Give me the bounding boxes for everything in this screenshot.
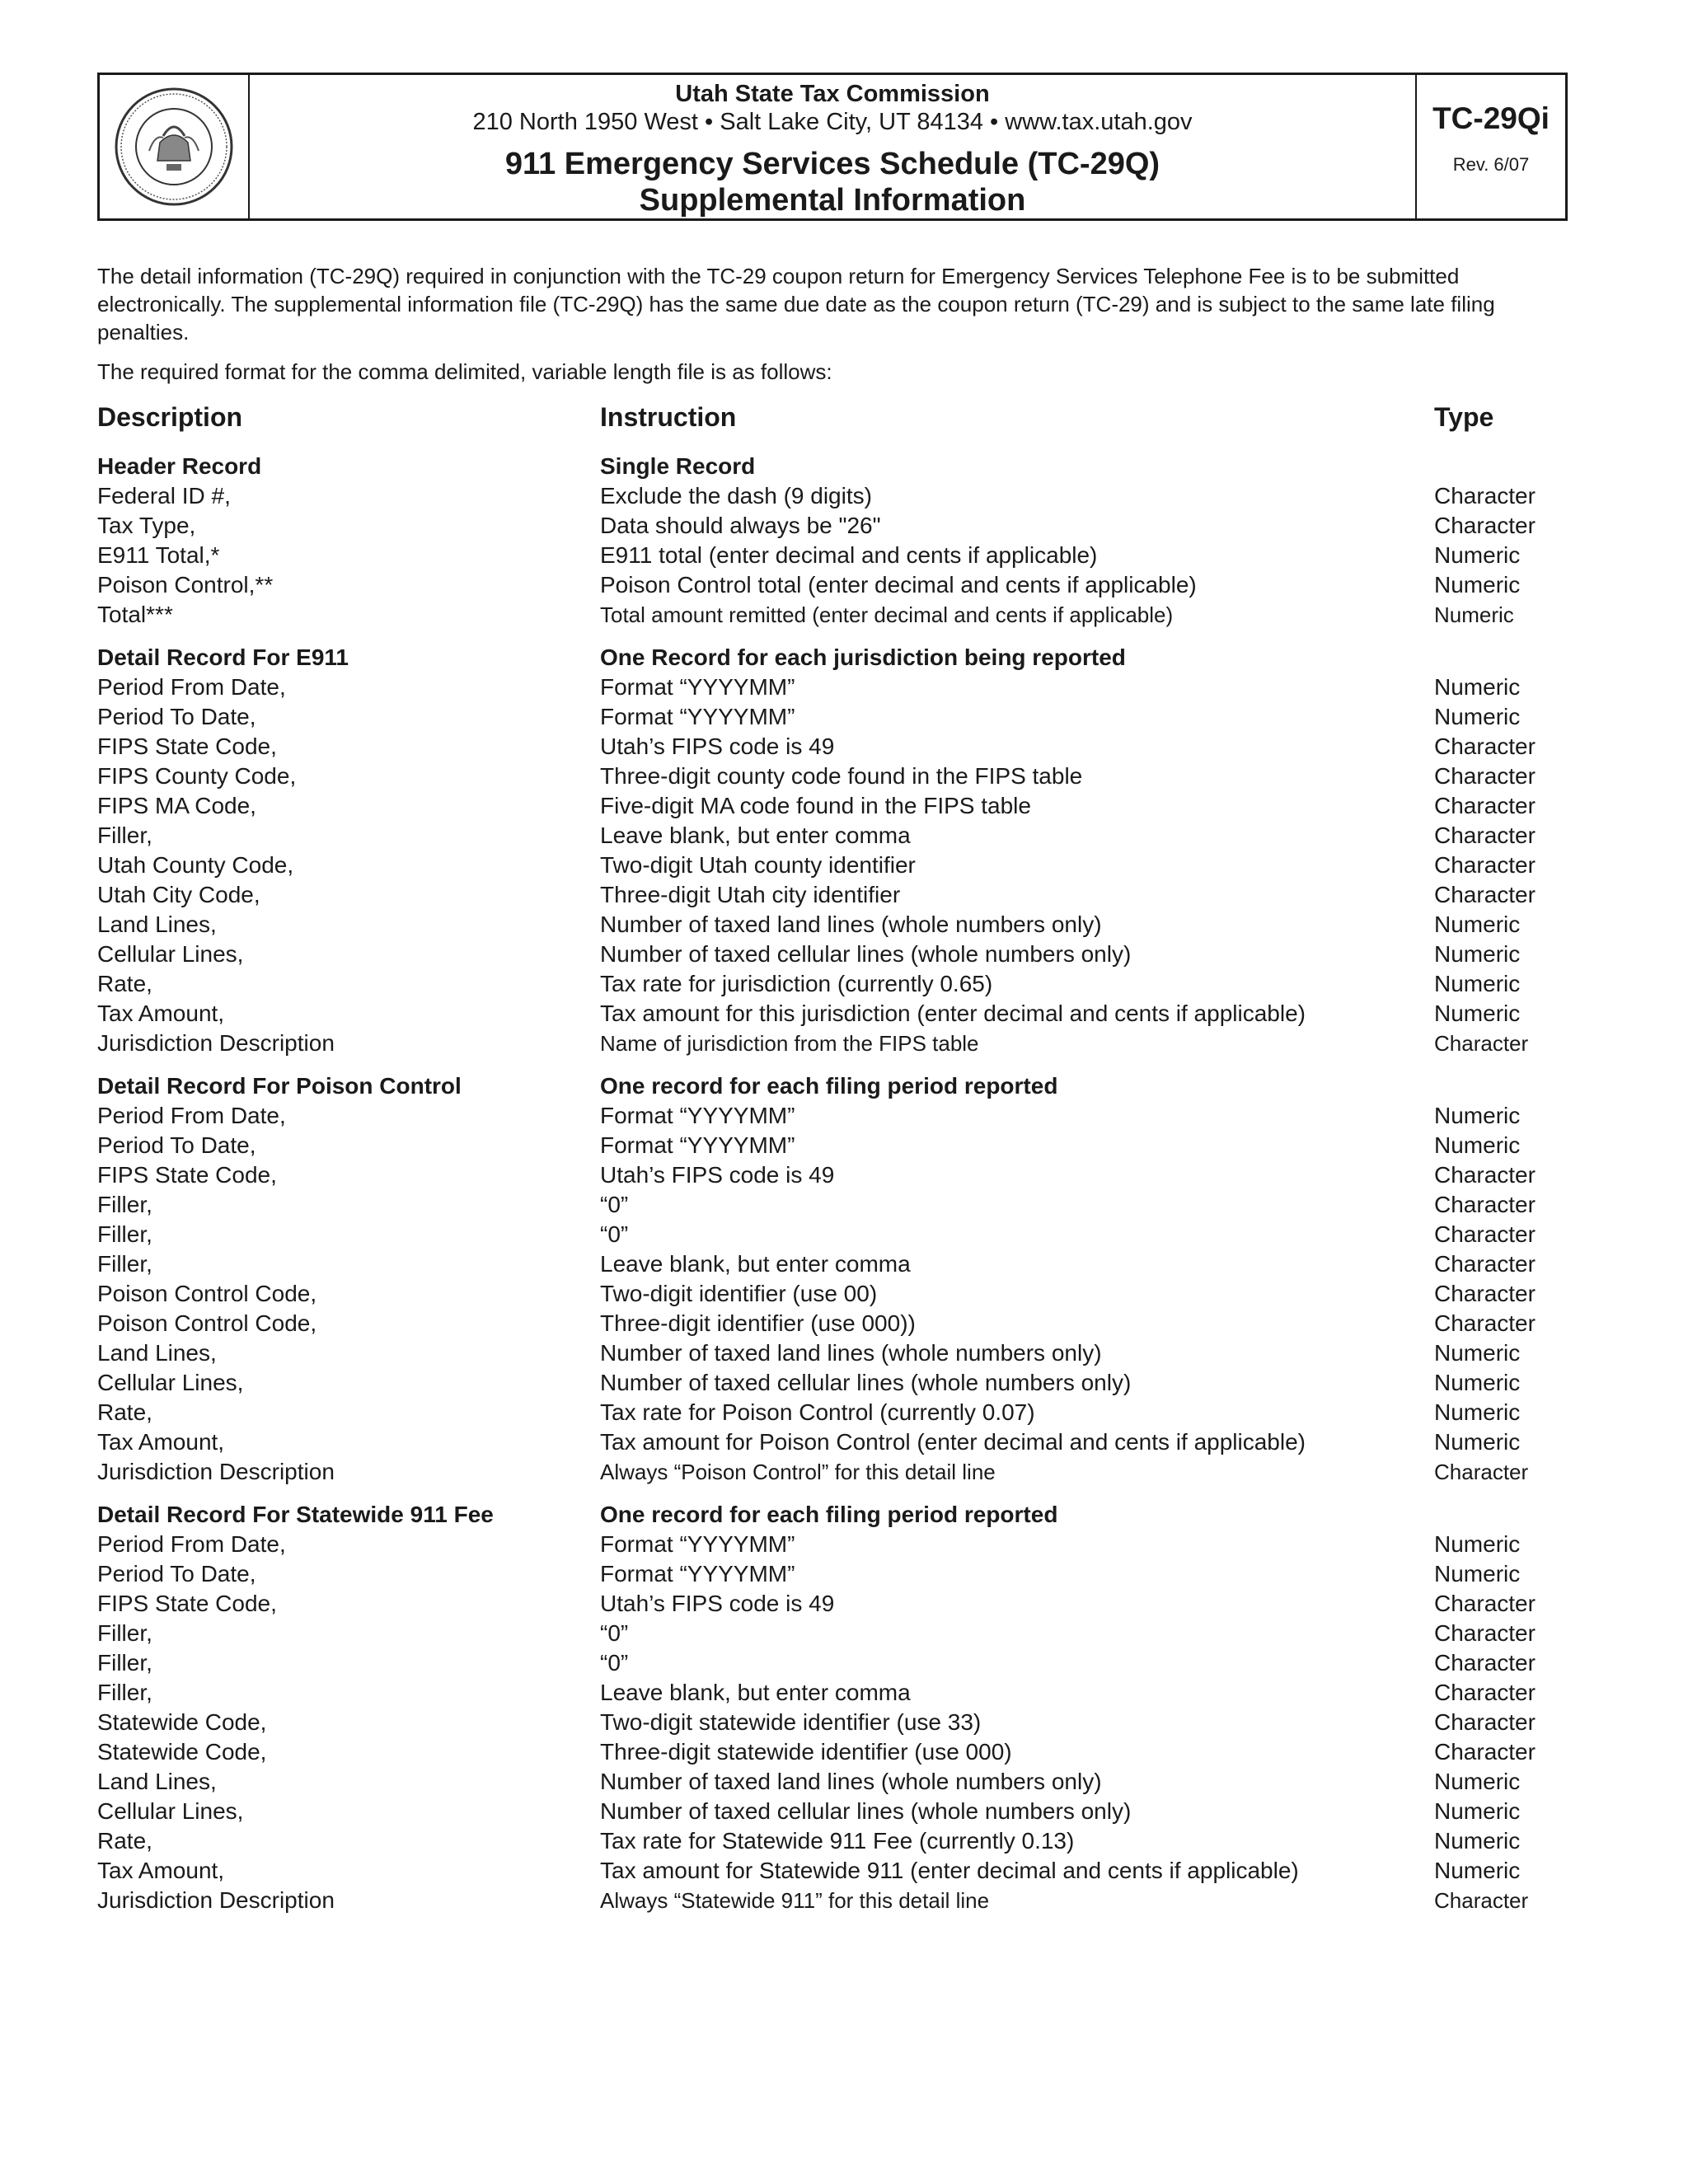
field-description: Tax Type, (97, 513, 196, 538)
field-row (97, 1249, 1573, 1279)
form-revision: Rev. 6/07 (1452, 154, 1530, 175)
field-type: Character (1434, 793, 1536, 818)
field-description: Tax Amount, (97, 1429, 225, 1455)
field-description: Period To Date, (97, 704, 256, 729)
record-sections (97, 452, 1573, 1929)
field-row (97, 880, 1573, 910)
field-row (97, 1767, 1573, 1797)
field-instruction: Format “YYYYMM” (600, 1531, 795, 1557)
seal-cell (100, 75, 250, 218)
field-row (97, 1309, 1573, 1338)
field-instruction: Three-digit Utah city identifier (600, 882, 901, 907)
section-title: Detail Record For Statewide 911 Fee (97, 1502, 494, 1527)
field-description: Filler, (97, 1192, 152, 1217)
field-instruction: Number of taxed land lines (whole numbers only) (600, 912, 1102, 937)
intro-paragraph-2: The required format for the comma delimited, variable length file is as follows: (97, 359, 832, 384)
field-row (97, 791, 1573, 821)
field-description: Jurisdiction Description (97, 1030, 335, 1056)
field-type: Numeric (1434, 1561, 1521, 1586)
field-row (97, 821, 1573, 851)
field-instruction: Two-digit Utah county identifier (600, 852, 916, 878)
field-description: FIPS State Code, (97, 1162, 277, 1188)
field-instruction: Leave blank, but enter comma (600, 1251, 911, 1277)
field-instruction: Format “YYYYMM” (600, 674, 795, 700)
field-row (97, 1589, 1573, 1619)
field-type: Numeric (1434, 1769, 1521, 1794)
field-instruction: Format “YYYYMM” (600, 1103, 795, 1128)
field-instruction: Tax amount for Statewide 911 (enter decimal and cents if applicable) (600, 1858, 1299, 1883)
field-type: Character (1434, 513, 1536, 538)
field-type: Character (1434, 1888, 1529, 1913)
field-instruction: Always “Poison Control” for this detail line (600, 1460, 996, 1484)
field-description: Jurisdiction Description (97, 1887, 335, 1913)
section-heading (97, 643, 1573, 673)
field-instruction: “0” (600, 1221, 629, 1247)
field-description: Poison Control Code, (97, 1281, 317, 1306)
field-type: Character (1434, 763, 1536, 789)
agency-name: Utah State Tax Commission (675, 81, 990, 107)
column-header-instruction: Instruction (600, 402, 737, 432)
field-instruction: Leave blank, but enter comma (600, 1680, 911, 1705)
field-row (97, 940, 1573, 969)
field-instruction: Data should always be "26" (600, 513, 881, 538)
field-description: Period To Date, (97, 1561, 256, 1586)
section-heading (97, 452, 1573, 481)
field-type: Numeric (1434, 572, 1521, 598)
field-description: Land Lines, (97, 912, 217, 937)
record-section (97, 452, 1573, 630)
field-instruction: Two-digit identifier (use 00) (600, 1281, 878, 1306)
field-description: Land Lines, (97, 1340, 217, 1366)
field-type: Numeric (1434, 1103, 1521, 1128)
field-description: Tax Amount, (97, 1001, 225, 1026)
field-description: Filler, (97, 1251, 152, 1277)
field-type: Numeric (1434, 704, 1521, 729)
field-type: Numeric (1434, 602, 1514, 627)
form-id-cell (1415, 75, 1565, 218)
field-type: Character (1434, 1281, 1536, 1306)
field-instruction: Utah’s FIPS code is 49 (600, 733, 835, 759)
field-description: Poison Control,** (97, 572, 274, 598)
field-type: Numeric (1434, 1001, 1521, 1026)
field-description: E911 Total,* (97, 542, 220, 568)
field-type: Character (1434, 733, 1536, 759)
field-instruction: Format “YYYYMM” (600, 704, 795, 729)
field-row (97, 1559, 1573, 1589)
field-instruction: Number of taxed cellular lines (whole numbers only) (600, 1798, 1132, 1824)
field-description: Cellular Lines, (97, 941, 244, 967)
form-title: 911 Emergency Services Schedule (TC-29Q) (504, 147, 1160, 181)
field-row (97, 910, 1573, 940)
field-description: Filler, (97, 1680, 152, 1705)
form-subtitle: Supplemental Information (639, 183, 1026, 218)
form-header (97, 73, 1568, 221)
field-type: Numeric (1434, 1132, 1521, 1158)
field-row (97, 1619, 1573, 1648)
field-instruction: Tax amount for Poison Control (enter decimal and cents if applicable) (600, 1429, 1306, 1455)
field-instruction: Three-digit county code found in the FIPS table (600, 763, 1083, 789)
field-row (97, 1131, 1573, 1160)
intro-text (97, 262, 1573, 397)
section-heading (97, 1500, 1573, 1530)
field-type: Numeric (1434, 1828, 1521, 1854)
field-instruction: Leave blank, but enter comma (600, 823, 911, 848)
field-type: Numeric (1434, 1340, 1521, 1366)
field-type: Numeric (1434, 1798, 1521, 1824)
field-description: FIPS MA Code, (97, 793, 256, 818)
field-type: Character (1434, 1650, 1536, 1675)
field-instruction: Number of taxed land lines (whole numbers only) (600, 1340, 1102, 1366)
field-row (97, 1826, 1573, 1856)
field-type: Numeric (1434, 1429, 1521, 1455)
field-instruction: Format “YYYYMM” (600, 1132, 795, 1158)
field-row (97, 969, 1573, 999)
field-type: Numeric (1434, 542, 1521, 568)
field-type: Numeric (1434, 912, 1521, 937)
field-description: Rate, (97, 971, 152, 996)
field-description: Jurisdiction Description (97, 1459, 335, 1484)
field-type: Character (1434, 882, 1536, 907)
field-row (97, 600, 1573, 630)
field-description: Statewide Code, (97, 1739, 267, 1765)
field-instruction: Two-digit statewide identifier (use 33) (600, 1709, 982, 1735)
field-type: Character (1434, 1620, 1536, 1646)
column-header-type: Type (1434, 402, 1494, 432)
field-type: Numeric (1434, 1531, 1521, 1557)
field-type: Character (1434, 1680, 1536, 1705)
field-instruction: Three-digit statewide identifier (use 000) (600, 1739, 1012, 1765)
field-row (97, 1737, 1573, 1767)
section-title: Detail Record For E911 (97, 644, 349, 670)
field-type: Character (1434, 1031, 1529, 1056)
field-type: Numeric (1434, 1399, 1521, 1425)
field-instruction: Number of taxed cellular lines (whole numbers only) (600, 1370, 1132, 1395)
record-section (97, 643, 1573, 1058)
field-description: Land Lines, (97, 1769, 217, 1794)
column-header-description: Description (97, 402, 243, 432)
field-type: Character (1434, 852, 1536, 878)
field-row (97, 570, 1573, 600)
field-description: FIPS State Code, (97, 733, 277, 759)
field-description: Filler, (97, 823, 152, 848)
field-row (97, 673, 1573, 702)
field-row (97, 1427, 1573, 1457)
field-type: Character (1434, 1251, 1536, 1277)
field-row (97, 702, 1573, 732)
section-instruction: One Record for each jurisdiction being reported (600, 644, 1126, 670)
field-row (97, 1101, 1573, 1131)
field-type: Character (1434, 1739, 1536, 1765)
field-description: FIPS State Code, (97, 1591, 277, 1616)
field-description: Utah City Code, (97, 882, 260, 907)
field-row (97, 1338, 1573, 1368)
field-row (97, 1160, 1573, 1190)
field-description: Period From Date, (97, 1531, 286, 1557)
record-section (97, 1500, 1573, 1915)
field-instruction: Tax rate for Poison Control (currently 0.07) (600, 1399, 1035, 1425)
field-type: Numeric (1434, 674, 1521, 700)
field-instruction: Number of taxed land lines (whole numbers only) (600, 1769, 1102, 1794)
field-row (97, 762, 1573, 791)
field-instruction: Five-digit MA code found in the FIPS table (600, 793, 1031, 818)
field-description: Filler, (97, 1650, 152, 1675)
section-instruction: One record for each filing period reported (600, 1502, 1058, 1527)
field-description: Filler, (97, 1620, 152, 1646)
field-type: Character (1434, 1221, 1536, 1247)
section-title: Header Record (97, 453, 262, 479)
field-row (97, 1029, 1573, 1058)
field-instruction: Tax rate for Statewide 911 Fee (currently 0.13) (600, 1828, 1075, 1854)
field-instruction: Utah’s FIPS code is 49 (600, 1162, 835, 1188)
field-type: Character (1434, 823, 1536, 848)
field-description: Total*** (97, 602, 173, 627)
field-description: Rate, (97, 1399, 152, 1425)
field-description: Utah County Code, (97, 852, 294, 878)
field-instruction: Name of jurisdiction from the FIPS table (600, 1031, 979, 1056)
field-description: Period From Date, (97, 674, 286, 700)
field-type: Character (1434, 1310, 1536, 1336)
field-description: Federal ID #, (97, 483, 231, 509)
field-instruction: Three-digit identifier (use 000)) (600, 1310, 916, 1336)
intro-paragraph-1: The detail information (TC-29Q) required in conjunction with the TC-29 coupon return for Emergency Services Telephone Fee is to be submitted electronically. The supplemental information file (TC-29Q) has the same due date as the coupon return (TC-29) and is subject to the same late filing penalties. (97, 264, 1495, 344)
section-title: Detail Record For Poison Control (97, 1073, 462, 1099)
field-type: Character (1434, 483, 1536, 509)
field-row (97, 1368, 1573, 1398)
field-type: Character (1434, 1460, 1529, 1484)
section-instruction: Single Record (600, 453, 756, 479)
field-description: Poison Control Code, (97, 1310, 317, 1336)
field-description: Statewide Code, (97, 1709, 267, 1735)
field-type: Character (1434, 1192, 1536, 1217)
field-row (97, 1530, 1573, 1559)
field-row (97, 732, 1573, 762)
field-row (97, 1398, 1573, 1427)
field-row (97, 1457, 1573, 1487)
field-instruction: “0” (600, 1620, 629, 1646)
field-instruction: Poison Control total (enter decimal and cents if applicable) (600, 572, 1197, 598)
field-description: Period To Date, (97, 1132, 256, 1158)
field-instruction: Format “YYYYMM” (600, 1561, 795, 1586)
field-type: Character (1434, 1591, 1536, 1616)
field-row (97, 1856, 1573, 1886)
field-type: Numeric (1434, 1858, 1521, 1883)
field-description: Period From Date, (97, 1103, 286, 1128)
field-instruction: Tax rate for jurisdiction (currently 0.65) (600, 971, 993, 996)
field-description: FIPS County Code, (97, 763, 297, 789)
field-row (97, 1678, 1573, 1708)
field-instruction: Tax amount for this jurisdiction (enter decimal and cents if applicable) (600, 1001, 1306, 1026)
field-description: Filler, (97, 1221, 152, 1247)
field-instruction: Utah’s FIPS code is 49 (600, 1591, 835, 1616)
field-instruction: “0” (600, 1192, 629, 1217)
field-instruction: Number of taxed cellular lines (whole numbers only) (600, 941, 1132, 967)
field-description: Cellular Lines, (97, 1798, 244, 1824)
field-row (97, 481, 1573, 511)
field-row (97, 1279, 1573, 1309)
field-instruction: E911 total (enter decimal and cents if applicable) (600, 542, 1098, 568)
field-type: Character (1434, 1709, 1536, 1735)
field-row (97, 1190, 1573, 1220)
field-row (97, 1886, 1573, 1915)
field-type: Numeric (1434, 941, 1521, 967)
field-row (97, 1797, 1573, 1826)
header-center (250, 75, 1415, 218)
field-description: Tax Amount, (97, 1858, 225, 1883)
agency-address: 210 North 1950 West • Salt Lake City, UT 84134 • www.tax.utah.gov (472, 109, 1193, 135)
field-instruction: Total amount remitted (enter decimal and cents if applicable) (600, 602, 1174, 627)
record-section (97, 1071, 1573, 1487)
field-row (97, 511, 1573, 541)
form-number: TC-29Qi (1432, 101, 1550, 135)
section-heading (97, 1071, 1573, 1101)
field-row (97, 541, 1573, 570)
field-row (97, 1220, 1573, 1249)
section-instruction: One record for each filing period reported (600, 1073, 1058, 1099)
field-type: Numeric (1434, 1370, 1521, 1395)
field-type: Numeric (1434, 971, 1521, 996)
field-row (97, 851, 1573, 880)
field-description: Rate, (97, 1828, 152, 1854)
field-instruction: “0” (600, 1650, 629, 1675)
field-instruction: Exclude the dash (9 digits) (600, 483, 872, 509)
field-description: Cellular Lines, (97, 1370, 244, 1395)
field-type: Character (1434, 1162, 1536, 1188)
state-seal-icon (112, 85, 236, 209)
field-row (97, 999, 1573, 1029)
field-row (97, 1648, 1573, 1678)
field-row (97, 1708, 1573, 1737)
field-instruction: Always “Statewide 911” for this detail line (600, 1888, 990, 1913)
